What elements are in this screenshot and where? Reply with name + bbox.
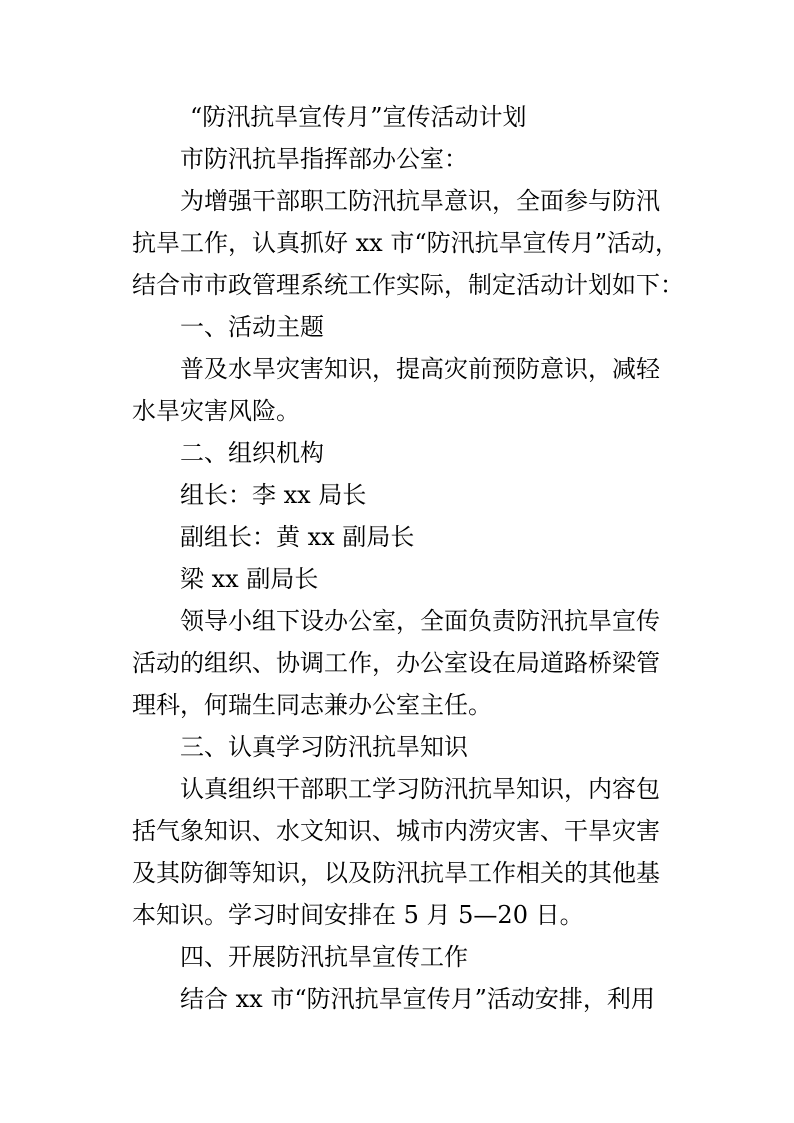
paragraph-line: 领导小组下设办公室，全面负责防汛抗旱宣传 [180,607,660,635]
paragraph-line: 组长：李 xx 局长 [180,481,367,509]
paragraph-line: 普及水旱灾害知识，提高灾前预防意识，减轻 [180,355,660,383]
section-heading: 四、开展防汛抗旱宣传工作 [180,943,468,971]
paragraph-line: 及其防御等知识，以及防汛抗旱工作相关的其他基 [132,859,660,887]
paragraph-line: 认真组织干部职工学习防汛抗旱知识，内容包 [180,775,660,803]
paragraph-line: 理科，何瑞生同志兼办公室主任。 [132,691,492,719]
paragraph-line: 本知识。学习时间安排在 5 月 5—20 日。 [132,901,584,929]
paragraph-line: 结合市市政管理系统工作实际，制定活动计划如下： [132,271,684,299]
paragraph-line: 括气象知识、水文知识、城市内涝灾害、干旱灾害 [132,817,660,845]
paragraph-line: 为增强干部职工防汛抗旱意识，全面参与防汛 [180,187,660,215]
section-heading: 三、认真学习防汛抗旱知识 [180,733,468,761]
paragraph-line: 水旱灾害风险。 [132,397,300,425]
document-title: “防汛抗旱宣传月”宣传活动计划 [190,103,527,131]
paragraph-line: 梁 xx 副局长 [180,565,319,593]
section-heading: 一、活动主题 [180,313,324,341]
section-heading: 二、组织机构 [180,439,324,467]
paragraph-line: 活动的组织、协调工作，办公室设在局道路桥梁管 [132,649,660,677]
paragraph-line: 抗旱工作，认真抓好 xx 市“防汛抗旱宣传月”活动， [132,229,679,257]
addressee-line: 市防汛抗旱指挥部办公室： [180,145,468,173]
paragraph-line: 副组长：黄 xx 副局长 [180,523,415,551]
paragraph-line: 结合 xx 市“防汛抗旱宣传月”活动安排，利用 [180,985,655,1013]
